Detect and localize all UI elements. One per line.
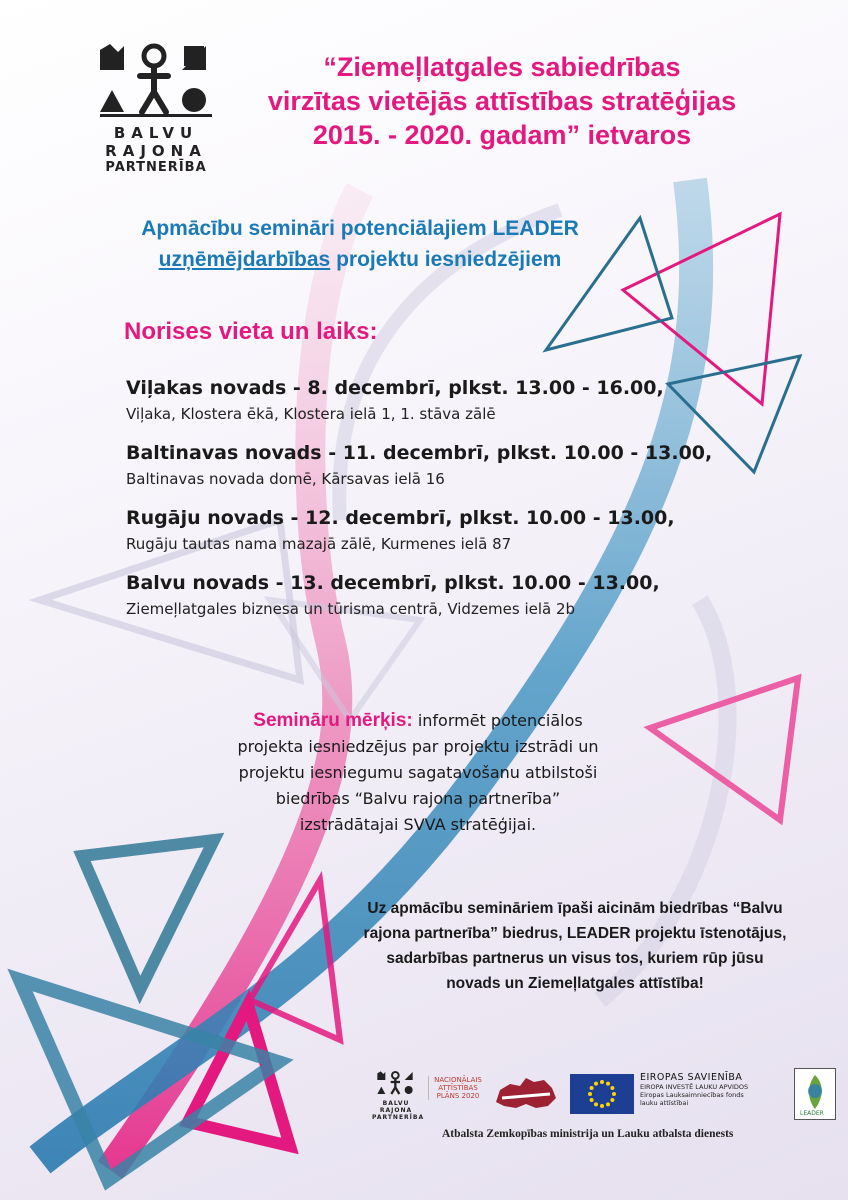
- footer-logo-line-3: PARTNERĪBA: [372, 1114, 425, 1121]
- event-title: Balvu novads - 13. decembrī, plkst. 10.00 - 13.00,: [126, 572, 660, 594]
- seminar-goal: [168, 708, 668, 838]
- event-title: Rugāju novads - 12. decembrī, plkst. 10.00 - 13.00,: [126, 507, 675, 529]
- title-line-1: “Ziemeļlatgales sabiedrības: [323, 52, 681, 82]
- eu-flag-icon: [570, 1074, 634, 1114]
- eu-line-1: EIROPA INVESTĒ LAUKU APVIDOS: [640, 1083, 749, 1091]
- invitation-text: [330, 896, 820, 996]
- logo-line-1: BALVU: [113, 124, 199, 142]
- goal-label: Semināru mērķis:: [253, 710, 413, 731]
- footer-logo-line-1: BALVU: [382, 1100, 410, 1107]
- poster-title: [232, 50, 772, 152]
- poster-subtitle: [70, 213, 650, 275]
- goal-line-1: [168, 708, 668, 734]
- sponsor-logos: [372, 1068, 832, 1130]
- goal-line-3: projektu iesniegumu sagatavošanu atbilstoši: [238, 763, 598, 782]
- latvia-map-icon: [490, 1072, 562, 1114]
- logo-line-2: RAJONA: [105, 142, 207, 160]
- nap-line-2: ATTĪSTĪBAS: [438, 1084, 478, 1092]
- event-place: Viļaka, Klostera ēkā, Klostera ielā 1, 1. stāva zālē: [126, 405, 496, 423]
- eu-line-2: Eiropas Lauksaimniecības fonds: [640, 1091, 744, 1099]
- support-caption: Atbalsta Zemkopības ministrija un Lauku atbalsta dienests: [442, 1128, 734, 1140]
- event-item: [126, 570, 726, 621]
- invitation-line-3: sadarbības partnerus un visus tos, kuriem rūp jūsu: [386, 950, 764, 967]
- subtitle-underlined-word: uzņēmējdarbības: [158, 248, 331, 271]
- event-item: [126, 375, 726, 426]
- event-item: [126, 440, 726, 491]
- footer-partnership-logo: [372, 1070, 425, 1121]
- section-heading: Norises vieta un laiks:: [124, 318, 378, 345]
- eu-title: EIROPAS SAVIENĪBA: [640, 1072, 743, 1083]
- event-title: Baltinavas novads - 11. decembrī, plkst. 10.00 - 13.00,: [126, 442, 713, 464]
- invitation-line-4: novads un Ziemeļlatgales attīstība!: [446, 975, 704, 992]
- goal-line-1-text: informēt potenciālos: [412, 711, 583, 730]
- nap-line-1: NACIONĀLAIS: [434, 1076, 482, 1084]
- invitation-line-2: rajona partnerība” biedrus, LEADER projektu īstenotājus,: [363, 925, 787, 942]
- national-plan-logo: [428, 1076, 483, 1100]
- event-title: Viļakas novads - 8. decembrī, plkst. 13.00 - 16.00,: [126, 377, 664, 399]
- leader-logo: [794, 1068, 836, 1120]
- subtitle-line-1: Apmācību semināri potenciālajiem LEADER: [141, 217, 579, 240]
- event-place: Baltinavas novada domē, Kārsavas ielā 16: [126, 470, 445, 488]
- invitation-line-1: Uz apmācību semināriem īpaši aicinām biedrības “Balvu: [367, 900, 783, 917]
- goal-line-4: biedrības “Balvu rajona partnerība”: [275, 789, 561, 808]
- event-place: Rugāju tautas nama mazajā zālē, Kurmenes ielā 87: [126, 535, 512, 553]
- title-line-2: virzītas vietējās attīstības stratēģijas: [267, 86, 737, 116]
- goal-line-2: projekta iesniedzējus par projektu izstrādi un: [237, 737, 599, 756]
- title-line-3: 2015. - 2020. gadam” ietvaros: [312, 120, 692, 150]
- event-item: [126, 505, 726, 556]
- partnership-figures-icon: [374, 1070, 418, 1096]
- eu-text-block: [640, 1072, 800, 1107]
- logo-line-3: PARTNERĪBA: [105, 160, 207, 175]
- leader-logo-text: LEADER: [800, 1110, 824, 1117]
- subtitle-line-2-rest: projektu iesniedzējiem: [330, 248, 562, 271]
- event-place: Ziemeļlatgales biznesa un tūrisma centrā, Vidzemes ielā 2b: [126, 600, 576, 618]
- goal-line-5: izstrādātajai SVVA stratēģijai.: [299, 815, 537, 834]
- organization-logo: [96, 40, 216, 175]
- nap-line-3: PLĀNS 2020: [436, 1092, 480, 1100]
- event-list: [126, 375, 726, 635]
- logo-figures-icon: [96, 40, 216, 118]
- footer-logo-line-2: RAJONA: [379, 1107, 413, 1114]
- eu-line-3: lauku attīstībai: [640, 1099, 689, 1107]
- subtitle-line-2: [70, 244, 650, 275]
